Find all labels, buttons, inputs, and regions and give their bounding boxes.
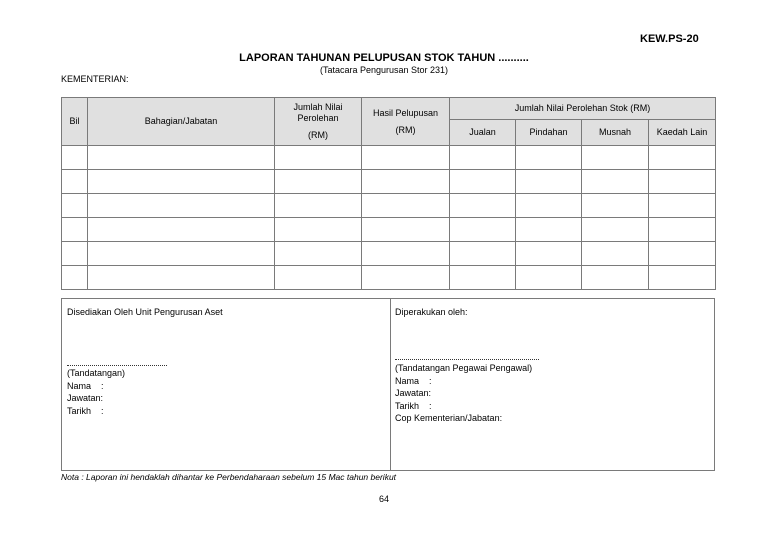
- table-cell[interactable]: [362, 146, 450, 170]
- table-cell[interactable]: [88, 266, 275, 290]
- header-musnah: Musnah: [582, 120, 649, 146]
- table-cell[interactable]: [362, 170, 450, 194]
- table-cell[interactable]: [362, 194, 450, 218]
- signature-line: [395, 359, 539, 360]
- ministry-label: KEMENTERIAN:: [61, 74, 129, 84]
- date-field: Tarikh :: [395, 400, 432, 411]
- table-cell[interactable]: [275, 146, 362, 170]
- table-cell[interactable]: [582, 218, 649, 242]
- header-group: Jumlah Nilai Perolehan Stok (RM): [450, 98, 716, 120]
- footnote: Nota : Laporan ini hendaklah dihantar ke Perbendaharaan sebelum 15 Mac tahun berikut: [61, 472, 397, 482]
- table-cell[interactable]: [516, 194, 582, 218]
- table-row: [62, 266, 716, 290]
- header-hasil-unit: (RM): [395, 124, 416, 135]
- table-cell[interactable]: [275, 170, 362, 194]
- header-jualan: Jualan: [450, 120, 516, 146]
- table-cell[interactable]: [362, 266, 450, 290]
- table-cell[interactable]: [450, 218, 516, 242]
- table-cell[interactable]: [582, 266, 649, 290]
- table-cell[interactable]: [62, 218, 88, 242]
- table-cell[interactable]: [582, 194, 649, 218]
- table-cell[interactable]: [516, 218, 582, 242]
- table-cell[interactable]: [275, 266, 362, 290]
- table-cell[interactable]: [649, 266, 716, 290]
- signature-section: [61, 298, 715, 471]
- prepared-by-panel: [62, 299, 391, 470]
- header-pindahan: Pindahan: [516, 120, 582, 146]
- table-cell[interactable]: [582, 146, 649, 170]
- name-field: Nama :: [395, 375, 432, 386]
- table-cell[interactable]: [62, 170, 88, 194]
- table-cell[interactable]: [88, 146, 275, 170]
- position-field: Jawatan:: [67, 393, 104, 403]
- table-cell[interactable]: [275, 242, 362, 266]
- certified-by-fields: [395, 362, 532, 425]
- table-row: [62, 170, 716, 194]
- table-cell[interactable]: [62, 266, 88, 290]
- table-cell[interactable]: [275, 218, 362, 242]
- table-cell[interactable]: [516, 266, 582, 290]
- table-cell[interactable]: [88, 218, 275, 242]
- table-cell[interactable]: [516, 170, 582, 194]
- page-number: 64: [378, 494, 389, 504]
- prepared-by-fields: [67, 367, 125, 417]
- table-cell[interactable]: [362, 242, 450, 266]
- table-cell[interactable]: [62, 146, 88, 170]
- header-bahagian: Bahagian/Jabatan: [88, 98, 275, 146]
- signature-label: (Tandatangan Pegawai Pengawal): [395, 363, 533, 373]
- table-cell[interactable]: [516, 242, 582, 266]
- header-bil: Bil: [62, 98, 88, 146]
- table-cell[interactable]: [582, 242, 649, 266]
- page-subtitle: (Tatacara Pengurusan Stor 231): [319, 65, 449, 75]
- table-cell[interactable]: [649, 218, 716, 242]
- table-cell[interactable]: [450, 194, 516, 218]
- signature-label: (Tandatangan): [67, 368, 126, 378]
- position-field: Jawatan:: [395, 388, 432, 398]
- table-cell[interactable]: [88, 194, 275, 218]
- header-jumlah-nilai: [275, 98, 362, 146]
- table-row: [62, 194, 716, 218]
- table-cell[interactable]: [450, 146, 516, 170]
- table-cell[interactable]: [649, 146, 716, 170]
- table-row: [62, 242, 716, 266]
- header-kaedah-lain: Kaedah Lain: [649, 120, 716, 146]
- table-cell[interactable]: [88, 242, 275, 266]
- name-field: Nama :: [67, 380, 104, 391]
- stamp-field: Cop Kementerian/Jabatan:: [395, 413, 503, 423]
- table-cell[interactable]: [88, 170, 275, 194]
- table-cell[interactable]: [62, 194, 88, 218]
- table-cell[interactable]: [649, 170, 716, 194]
- header-jumlah-nilai-unit: (RM): [308, 130, 328, 140]
- page-title: LAPORAN TAHUNAN PELUPUSAN STOK TAHUN ..........: [239, 52, 529, 64]
- date-field: Tarikh :: [67, 405, 104, 416]
- header-hasil-label: Hasil Pelupusan: [372, 107, 439, 118]
- certified-by-panel: [390, 299, 714, 470]
- table-body: [62, 146, 716, 290]
- table-cell[interactable]: [275, 194, 362, 218]
- prepared-by-heading: Disediakan Oleh Unit Pengurusan Aset: [67, 307, 223, 317]
- table-cell[interactable]: [516, 146, 582, 170]
- table-cell[interactable]: [362, 218, 450, 242]
- disposal-table: [61, 97, 716, 290]
- table-cell[interactable]: [450, 266, 516, 290]
- table-cell[interactable]: [649, 194, 716, 218]
- table-cell[interactable]: [649, 242, 716, 266]
- table-cell[interactable]: [582, 170, 649, 194]
- table-cell[interactable]: [62, 242, 88, 266]
- table-cell[interactable]: [450, 170, 516, 194]
- table-row: [62, 218, 716, 242]
- header-hasil: [362, 98, 450, 146]
- form-code: KEW.PS-20: [640, 33, 699, 45]
- table-cell[interactable]: [450, 242, 516, 266]
- table-row: [62, 146, 716, 170]
- certified-by-heading: Diperakukan oleh:: [395, 307, 468, 317]
- header-jumlah-nilai-label: Jumlah Nilai Perolehan: [293, 102, 343, 123]
- signature-line: [67, 365, 167, 366]
